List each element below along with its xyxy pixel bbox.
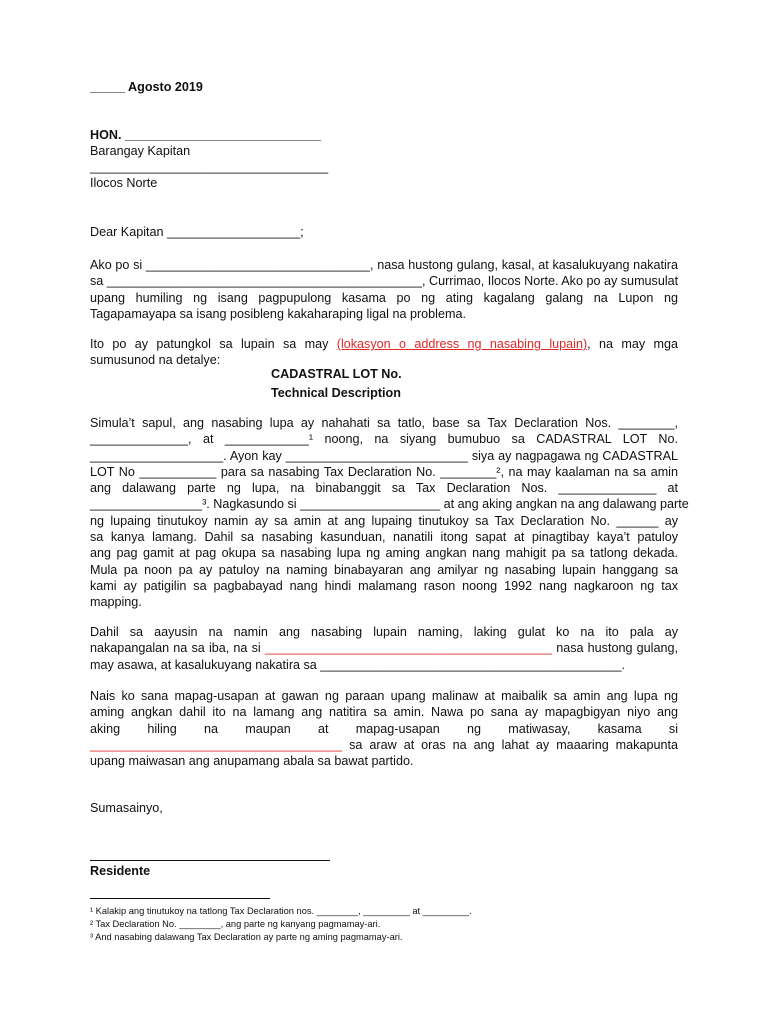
paragraph-line	[90, 336, 678, 352]
paragraph-line: Nais ko sana mapag-usapan at gawan ng paraan upang malinaw at maibalik sa amin ang lupa ng	[90, 689, 678, 703]
paragraph-line: ang dalawang parte ng lupa, na binabanggit sa Tax Declaration Nos. ______________ at	[90, 481, 678, 496]
owner-name-blank: _________________________________________	[264, 641, 553, 656]
paragraph-line: ___________________. Ayon kay __________________________ siya ay nagpagawa ng CADASTRAL	[90, 448, 678, 463]
paragraph-line: aming angkan dahil ito na lamang ang natitira sa amin. Nawa po sana ay mapagbigyan niyo ang	[90, 705, 678, 720]
paragraph-line: sa _____________________________________________, Currimao, Ilocos Norte. Ako po ay sumusulat	[90, 274, 679, 289]
addressee-blank-line: __________________________________	[90, 160, 329, 174]
paragraph-line: Ako po si ________________________________, nasa hustong gulang, kasal, at kasalukuyang nakatira	[90, 258, 678, 272]
paragraph-line: LOT No ___________ para sa nasabing Tax Declaration No. ________², na may kaalaman na sa amin	[90, 464, 678, 479]
paragraph-line: upang maiwasan ang anupamang abala sa bawat partido.	[90, 754, 414, 769]
paragraph-line	[90, 737, 678, 753]
paragraph-line: ______________, at ____________¹ noong, na siyang bumubuo sa CADASTRAL LOT No.	[90, 432, 678, 447]
paragraph-line: mapping.	[90, 595, 142, 610]
paragraph-request	[90, 688, 678, 769]
addressee-position: Barangay Kapitan	[90, 144, 191, 158]
technical-description-title: Technical Description	[271, 386, 401, 400]
companion-name-blank: ____________________________________	[90, 737, 343, 752]
request-text: sa araw at oras na ang lahat ay maaaring makapunta	[342, 737, 678, 752]
paragraph-line: Mula pa noon pa ay patuloy na naming binabayaran ang amilyar ng nasabing lupain hanggang sa	[90, 562, 678, 577]
location-text-end: , na may mga	[587, 337, 679, 351]
discovery-text: nakapangalan na sa iba, na si	[90, 641, 265, 656]
paragraph-location	[90, 336, 678, 369]
paragraph-discovery	[90, 624, 678, 673]
footnote-3: ³ And nasabing dalawang Tax Declaration ay parte ng aming pagmamay-ari.	[90, 932, 403, 942]
paragraph-line: sumusunod na detalye:	[90, 353, 221, 368]
discovery-text-end: nasa hustong gulang,	[552, 641, 678, 656]
cadastral-heading	[271, 365, 402, 403]
paragraph-line: upang humiling ng isang pagpupulong kasama po ng ating kagalang galang na Lupon ng	[90, 290, 678, 305]
paragraph-line: kami ay patigilin sa pagbabayad nang hindi malamang rason noong 1992 nang nagkaroon ng tax	[90, 578, 678, 593]
paragraph-line: Simula’t sapul, ang nasabing lupa ay nahahati sa tatlo, base sa Tax Declaration Nos. ________,	[90, 416, 678, 430]
paragraph-line: Tagapamayapa sa isang posibleng kakaharaping ligal na problema.	[90, 306, 466, 321]
paragraph-line: aking hiling na maupan at mapag-usapan ng matiwasay, kasama si	[90, 721, 678, 736]
signature-line	[90, 860, 330, 861]
addressee-hon: HON. ____________________________	[90, 128, 322, 142]
paragraph-introduction	[90, 257, 678, 322]
signatory-label: Residente	[90, 864, 151, 878]
paragraph-line: may asawa, at kasalukuyang nakatira sa ___________________________________________.	[90, 657, 625, 672]
paragraph-line: ________________³. Nagkasundo si ____________________ at ang aking angkan na ang dalawang parte	[90, 497, 689, 512]
location-placeholder: (lokasyon o address ng nasabing lupain)	[336, 337, 588, 351]
addressee-province: Ilocos Norte	[90, 176, 158, 190]
footnote-2: ² Tax Declaration No. ________, ang parte ng kanyang pagmamay-ari.	[90, 919, 381, 929]
location-text: Ito po ay patungkol sa lupain sa may	[90, 337, 337, 351]
paragraph-line: sa kanya lamang. Dahil sa nasabing kasunduan, nanatili itong sapat at pinagtibay kaya’t patuloy	[90, 530, 678, 545]
letter-date: _____ Agosto 2019	[90, 80, 203, 94]
closing: Sumasainyo,	[90, 801, 163, 815]
paragraph-line: Dahil sa aayusin na namin ang nasabing lupain naming, laking gulat ko na ito pala ay	[90, 625, 678, 639]
paragraph-history	[90, 415, 689, 611]
cadastral-title: CADASTRAL LOT No.	[271, 367, 402, 381]
paragraph-line: ng lupaing tinutukoy namin ay sa amin at ang lupaing tinutukoy sa Tax Declaration No. ______ ay	[90, 513, 678, 528]
footnote-1: ¹ Kalakip ang tinutukoy na tatlong Tax Declaration nos. ________, _________ at _________.	[90, 906, 472, 916]
footnote-separator	[90, 898, 270, 899]
salutation: Dear Kapitan ___________________;	[90, 225, 304, 239]
paragraph-line	[90, 640, 678, 656]
paragraph-line: ang pag gamit at pag okupa sa nasabing lupa ng aming angkan nang mahigit pa sa tatlong dekada.	[90, 546, 678, 561]
